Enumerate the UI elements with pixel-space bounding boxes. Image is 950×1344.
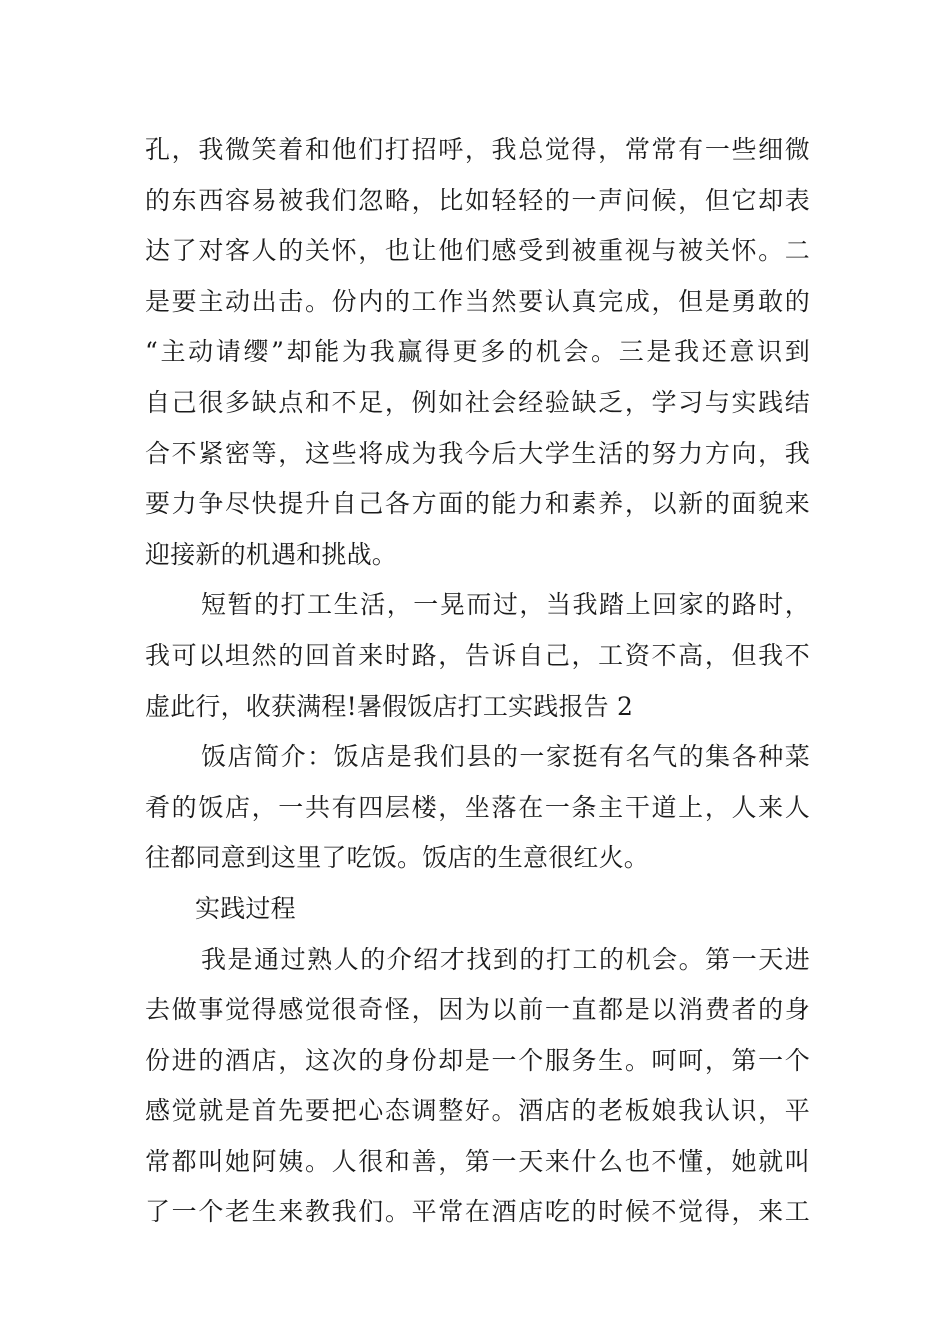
- text-line: 了一个老生来教我们。平常在酒店吃的时候不觉得，来工: [145, 1197, 810, 1227]
- text-line: 孔，我微笑着和他们打招呼，我总觉得，常常有一些细微: [145, 135, 810, 164]
- body-text: [145, 125, 810, 1238]
- text-line: 是要主动出击。份内的工作当然要认真完成，但是勇敢的: [145, 286, 810, 316]
- paragraph-first-line: 饭店简介：饭店是我们县的一家挺有名气的集各种菜: [201, 742, 810, 772]
- paragraph-first-line: 我是通过熟人的介绍才找到的打工的机会。第一天进: [201, 944, 810, 974]
- text-line: 自己很多缺点和不足，例如社会经验缺乏，学习与实践结: [145, 387, 810, 417]
- text-line: 常都叫她阿姨。人很和善，第一天来什么也不懂，她就叫: [145, 1146, 810, 1176]
- text-line: 份进的酒店，这次的身份却是一个服务生。呵呵，第一个: [145, 1045, 810, 1075]
- text-line: 要力争尽快提升自己各方面的能力和素养，以新的面貌来: [145, 489, 810, 519]
- text-line: 的东西容易被我们忽略，比如轻轻的一声问候，但它却表: [145, 185, 810, 215]
- section-heading: 实践过程: [195, 893, 296, 923]
- text-line: 往都同意到这里了吃饭。饭店的生意很红火。: [145, 843, 650, 873]
- text-line: 虚此行，收获满程!暑假饭店打工实践报告 2: [145, 691, 634, 721]
- text-line: 达了对客人的关怀，也让他们感受到被重视与被关怀。二: [145, 236, 810, 266]
- text-line: 合不紧密等，这些将成为我今后大学生活的努力方向，我: [145, 438, 810, 468]
- text-line: 肴的饭店，一共有四层楼，坐落在一条主干道上，人来人: [145, 792, 810, 822]
- text-line: 我可以坦然的回首来时路，告诉自己，工资不高，但我不: [145, 640, 810, 670]
- paragraph-first-line: 短暂的打工生活，一晃而过，当我踏上回家的路时，: [201, 590, 810, 620]
- text-line: 感觉就是首先要把心态调整好。酒店的老板娘我认识，平: [145, 1096, 810, 1126]
- text-line: 迎接新的机遇和挑战。: [145, 539, 398, 569]
- text-line: “主动请缨”却能为我赢得更多的机会。三是我还意识到: [145, 337, 810, 367]
- text-line: 去做事觉得感觉很奇怪，因为以前一直都是以消费者的身: [145, 995, 810, 1025]
